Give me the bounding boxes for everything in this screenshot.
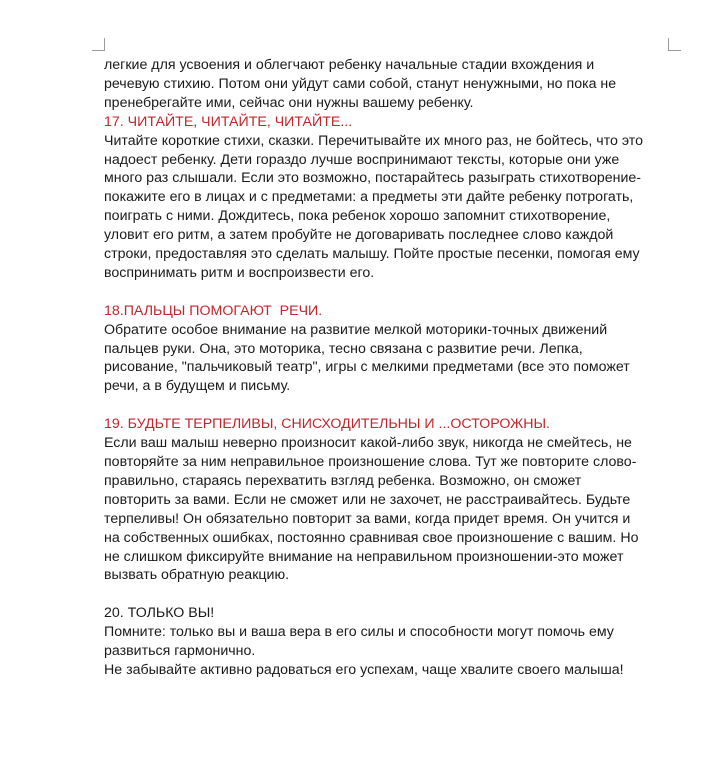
document-body <box>104 56 664 680</box>
text-line: речи, а в будущем и письму. <box>104 378 291 395</box>
text-line: воспринимать ритм и воспроизвести его. <box>104 264 375 281</box>
text-line: строки, предоставляя это сделать малышу. Пойте простые песенки, помогая ему <box>104 246 640 263</box>
section-heading: 20. ТОЛЬКО ВЫ! <box>104 605 215 622</box>
page-corner-mark-right <box>668 38 681 51</box>
text-line: вызвать обратную реакцию. <box>104 567 290 584</box>
section-17 <box>104 113 664 283</box>
text-line: Обратите особое внимание на развитие мелкой моторики-точных движений <box>104 321 608 338</box>
text-line: уловит его ритм, а затем пробуйте не договаривать последнее слово каждой <box>104 227 614 244</box>
text-line: пальцев руки. Она, это моторика, тесно связана с развитие речи. Лепка, <box>104 340 583 357</box>
text-line: рисование, "пальчиковый театр", игры с мелкими предметами (все это поможет <box>104 359 630 376</box>
section-heading: 18.ПАЛЬЦЫ ПОМОГАЮТ РЕЧИ. <box>104 302 323 319</box>
paragraph-gap <box>104 283 664 302</box>
section-20 <box>104 604 664 680</box>
paragraph-gap <box>104 396 664 415</box>
text-line: легкие для усвоения и облегчают ребенку начальные стадии вхождения и <box>104 57 595 73</box>
text-line: терпеливы! Он обязательно повторит за вами, когда придет время. Он учится и <box>104 510 631 527</box>
text-line: пренебрегайте ими, сейчас они нужны вашему ребенку. <box>104 94 474 111</box>
section-18 <box>104 302 664 397</box>
text-line: Не забывайте активно радоваться его успехам, чаще хвалите своего малыша! <box>104 661 624 678</box>
text-line: развиться гармонично. <box>104 643 256 660</box>
text-line: не слишком фиксируйте внимание на неправильном произношении-это может <box>104 548 624 565</box>
text-line: много раз слышали. Если это возможно, постарайтесь разыграть стихотворение- <box>104 170 642 187</box>
text-line: Читайте короткие стихи, сказки. Перечитывайте их много раз, не бойтесь, что это <box>104 132 644 149</box>
text-line: повторить за вами. Если не сможет или не захочет, не расстраивайтесь. Будьте <box>104 491 631 508</box>
intro-paragraph <box>104 56 664 113</box>
text-line: правильно, стараясь перехватить взгляд ребенка. Возможно, он сможет <box>104 472 582 489</box>
text-line: поиграть с ними. Дождитесь, пока ребенок хорошо запомнит стихотворение, <box>104 208 611 225</box>
section-heading: 17. ЧИТАЙТЕ, ЧИТАЙТЕ, ЧИТАЙТЕ... <box>104 113 353 130</box>
text-line: покажите его в лицах и с предметами: а предметы эти дайте ребенку потрогать, <box>104 189 634 206</box>
text-line: Если ваш малыш неверно произносит какой-либо звук, никогда не смейтесь, не <box>104 435 632 452</box>
section-heading: 19. БУДЬТЕ ТЕРПЕЛИВЫ, СНИСХОДИТЕЛЬНЫ И ...ОСТОРОЖНЫ. <box>104 416 550 433</box>
text-line: Помните: только вы и ваша вера в его силы и способности могут помочь ему <box>104 624 614 641</box>
text-line: повторяйте за ним неправильное произношение слова. Тут же повторите слово- <box>104 454 637 470</box>
text-line: на собственных ошибках, постоянно сравнивая свое произношение с вашим. Но <box>104 529 639 546</box>
text-line: надоест ребенку. Дети гораздо лучше воспринимают тексты, которые они уже <box>104 151 620 168</box>
paragraph-gap <box>104 585 664 604</box>
section-19 <box>104 415 664 585</box>
page-corner-mark-left <box>92 38 105 51</box>
text-line: речевую стихию. Потом они уйдут сами собой, станут ненужными, но пока не <box>104 75 617 92</box>
